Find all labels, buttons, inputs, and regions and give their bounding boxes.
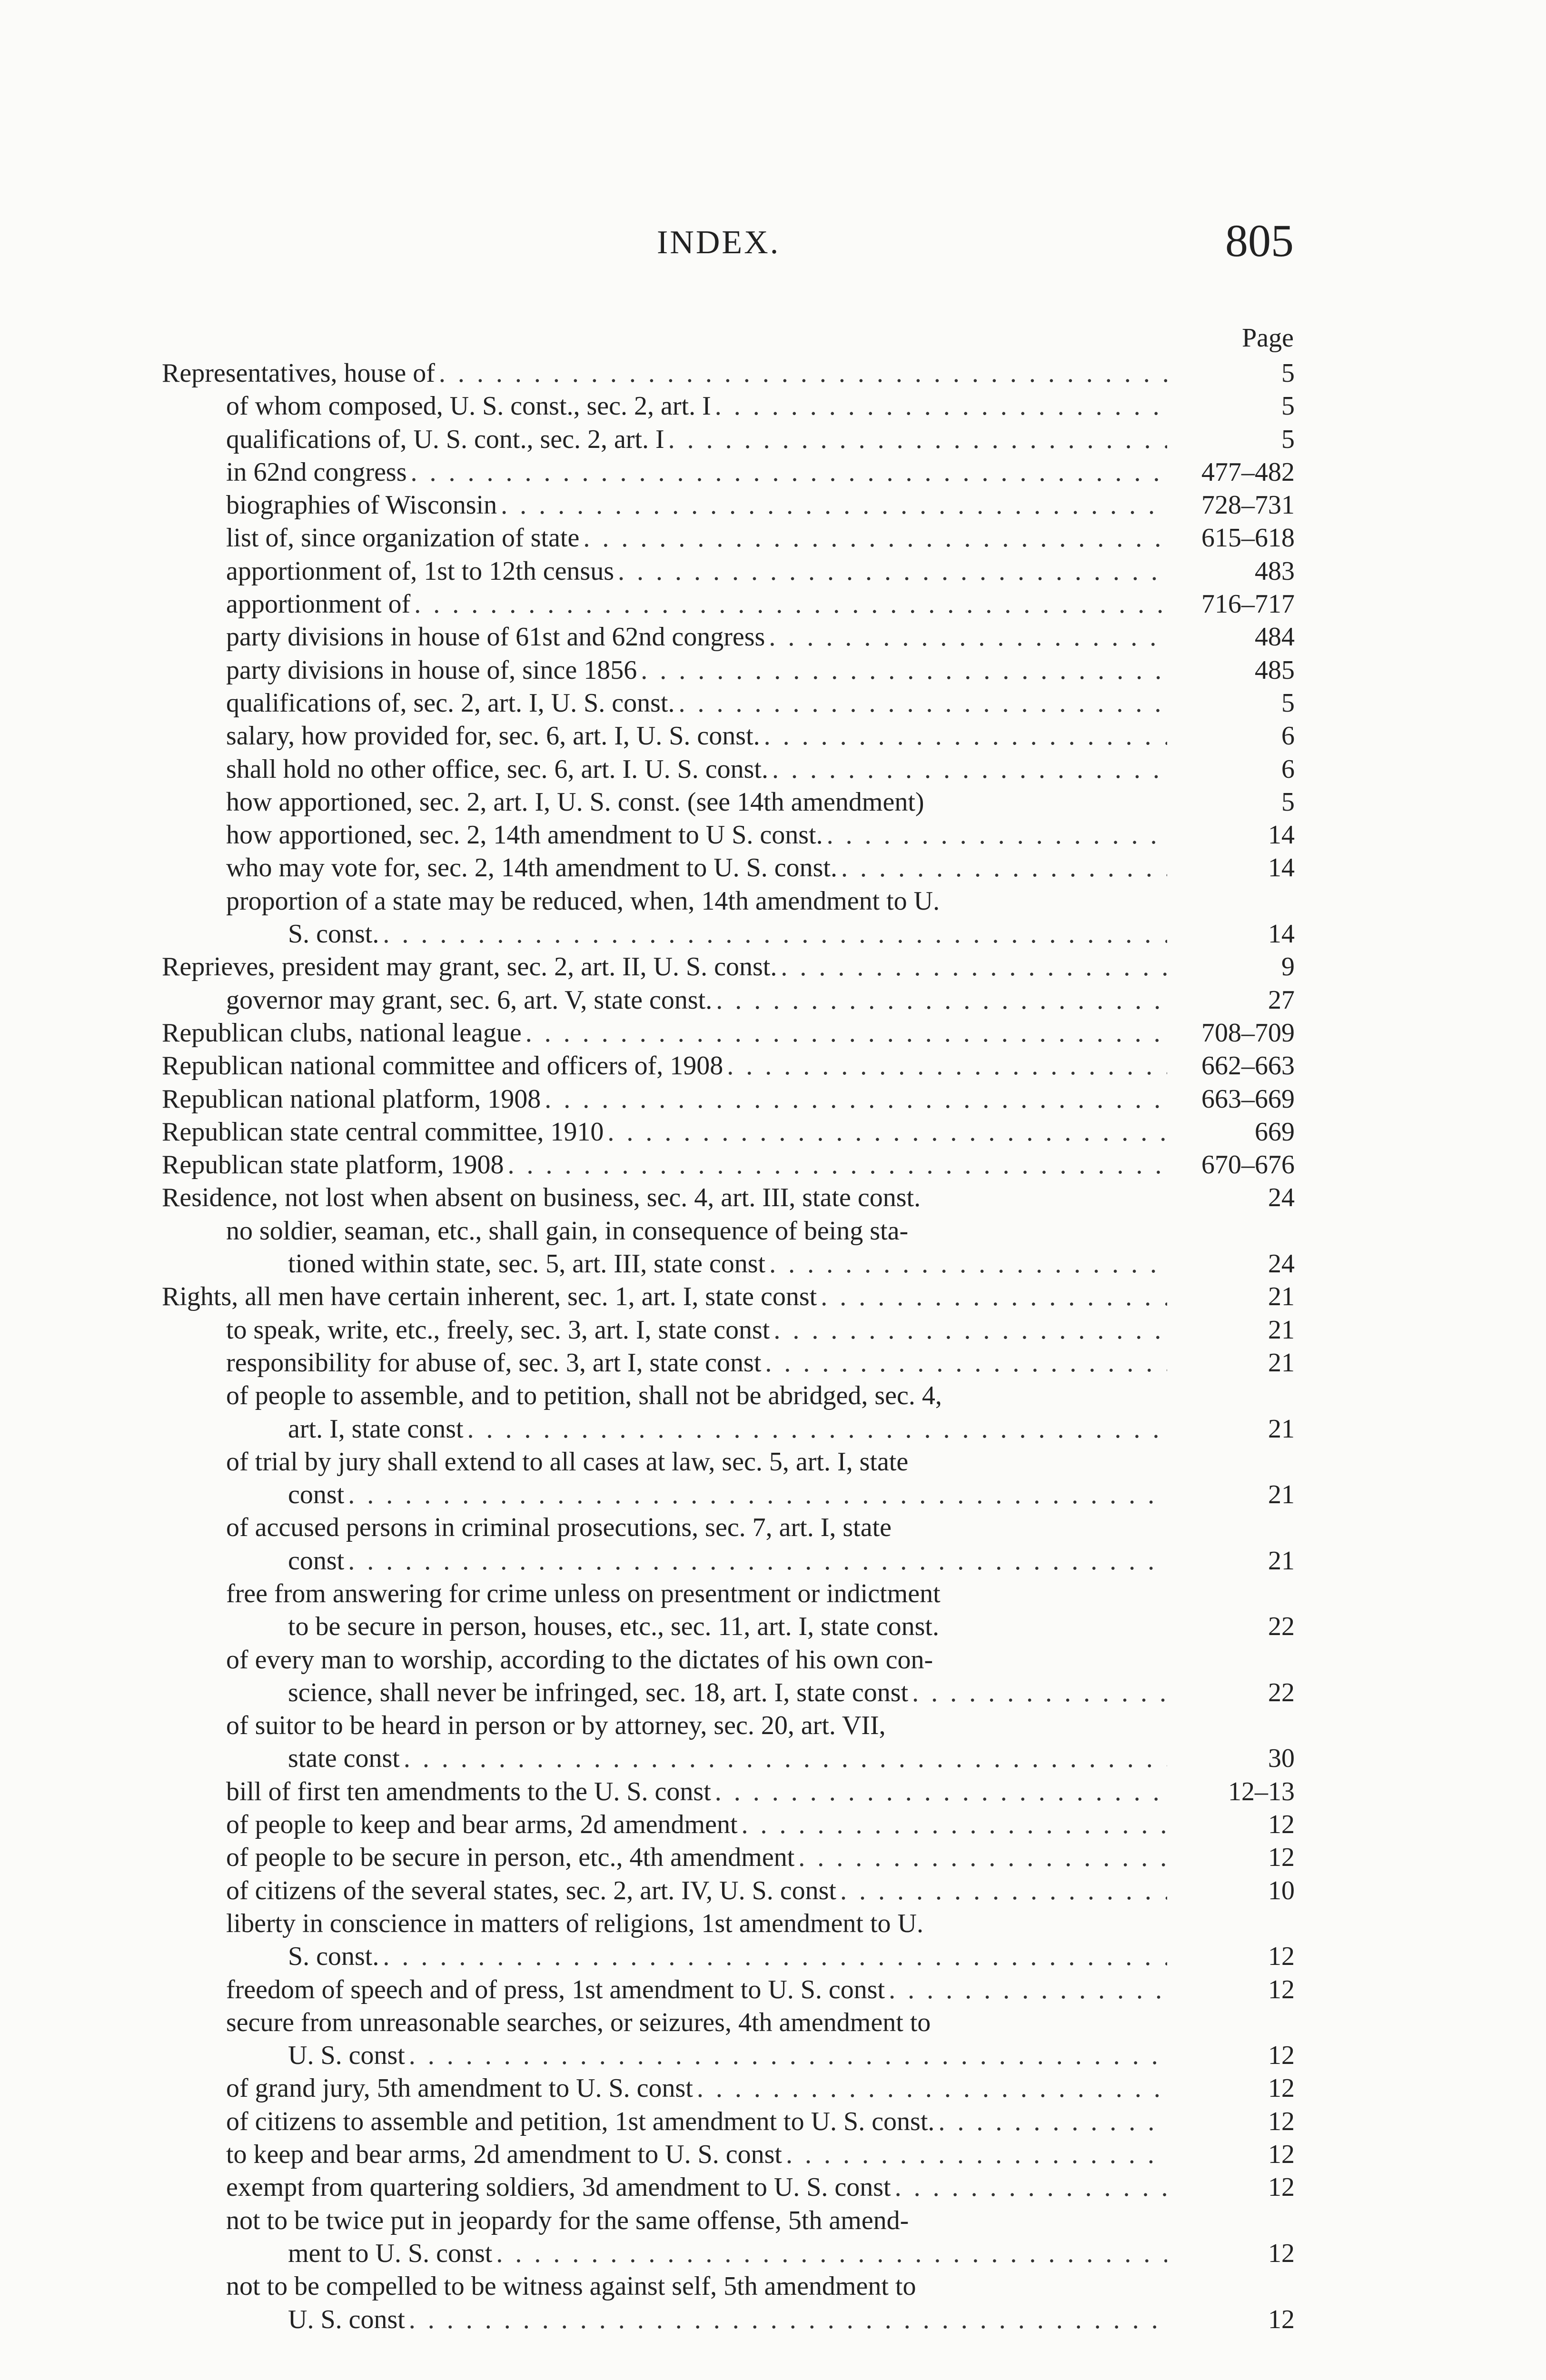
index-entry: [162, 1116, 1295, 1149]
dot-leader: [439, 357, 1167, 390]
index-list: [162, 357, 1295, 2336]
entry-text: apportionment of: [226, 589, 411, 619]
entry-page-ref: 30: [1268, 1744, 1295, 1774]
index-entry: [162, 2072, 1295, 2105]
entry-text: science, shall never be infringed, sec. 18, art. I, state const: [288, 1677, 909, 1707]
index-entry: [162, 2138, 1295, 2171]
entry-page-ref: 5: [1281, 688, 1295, 718]
dot-leader: [938, 2105, 1167, 2138]
entry-page-ref: 21: [1268, 1546, 1295, 1576]
entry-text: U. S. const: [288, 2304, 405, 2334]
entry-page-ref: 716–717: [1201, 589, 1295, 619]
index-entry: [162, 1347, 1295, 1379]
index-entry: [162, 1446, 1295, 1478]
index-entry: [162, 423, 1295, 456]
dot-leader: [841, 852, 1167, 884]
entry-text: U. S. const: [288, 2041, 405, 2071]
dot-leader: [895, 2171, 1167, 2204]
entry-text: S. const.: [288, 1942, 379, 1972]
entry-text: exempt from quartering soldiers, 3d amendment to U. S. const: [226, 2172, 891, 2202]
entry-page-ref: 12–13: [1228, 1776, 1295, 1806]
entry-page-ref: 477–482: [1201, 457, 1295, 487]
entry-page-ref: 21: [1268, 1414, 1295, 1444]
entry-text: to be secure in person, houses, etc., sec. 11, art. I, state const.: [288, 1612, 939, 1642]
entry-page-ref: 14: [1268, 853, 1295, 883]
entry-text: secure from unreasonable searches, or seizures, 4th amendment to: [226, 2007, 931, 2037]
entry-text: how apportioned, sec. 2, art. I, U. S. const. (see 14th amendment): [226, 787, 924, 817]
entry-text: list of, since organization of state: [226, 523, 580, 553]
index-entry: [162, 1610, 1295, 1643]
entry-text: shall hold no other office, sec. 6, art. I. U. S. const.: [226, 754, 768, 784]
entry-text: who may vote for, sec. 2, 14th amendment to U. S. const.: [226, 853, 837, 883]
entry-page-ref: 12: [1268, 2106, 1295, 2136]
entry-page-ref: 5: [1281, 358, 1295, 388]
entry-page-ref: 12: [1268, 1974, 1295, 2004]
index-entry: [162, 1181, 1295, 1214]
dot-leader: [583, 522, 1167, 555]
entry-text: state const: [288, 1744, 400, 1774]
index-entry: [162, 885, 1295, 918]
dot-leader: [545, 1083, 1167, 1116]
dot-leader: [716, 984, 1167, 1017]
entry-text: not to be twice put in jeopardy for the same offense, 5th amend-: [226, 2205, 909, 2235]
index-entry: [162, 654, 1295, 687]
index-entry: [162, 2303, 1295, 2336]
entry-page-ref: 485: [1255, 655, 1295, 685]
index-entry: [162, 918, 1295, 951]
entry-text: of whom composed, U. S. const., sec. 2, art. I: [226, 391, 711, 421]
entry-text: bill of first ten amendments to the U. S. const: [226, 1776, 711, 1806]
entry-text: in 62nd congress: [226, 457, 407, 487]
dot-leader: [786, 2138, 1167, 2171]
entry-text: Republican state platform, 1908: [162, 1150, 504, 1180]
index-entry: [162, 1940, 1295, 1973]
entry-text: responsibility for abuse of, sec. 3, art I, state const: [226, 1348, 762, 1378]
entry-text: how apportioned, sec. 2, 14th amendment to U S. const.: [226, 820, 823, 850]
dot-leader: [727, 1050, 1167, 1082]
entry-text: free from answering for crime unless on presentment or indictment: [226, 1578, 941, 1608]
index-entry: [162, 489, 1295, 522]
entry-text: party divisions in house of, since 1856: [226, 655, 637, 685]
index-entry: [162, 2039, 1295, 2072]
entry-page-ref: 5: [1281, 787, 1295, 817]
entry-text: governor may grant, sec. 6, art. V, state const.: [226, 985, 713, 1015]
entry-page-ref: 484: [1255, 622, 1295, 652]
entry-text: not to be compelled to be witness against self, 5th amendment to: [226, 2271, 916, 2301]
dot-leader: [348, 1545, 1167, 1577]
index-entry: [162, 1413, 1295, 1446]
entry-page-ref: 5: [1281, 391, 1295, 421]
index-entry: [162, 1149, 1295, 1181]
entry-page-ref: 12: [1268, 2073, 1295, 2103]
index-entry: [162, 1314, 1295, 1347]
entry-text: Republican clubs, national league: [162, 1018, 522, 1048]
index-entry: [162, 2204, 1295, 2237]
entry-page-ref: 24: [1268, 1249, 1295, 1279]
entry-text: of grand jury, 5th amendment to U. S. const: [226, 2073, 693, 2103]
entry-page-ref: 12: [1268, 1810, 1295, 1840]
entry-text: Reprieves, president may grant, sec. 2, art. II, U. S. const.: [162, 952, 777, 982]
dot-leader: [769, 621, 1167, 654]
index-entry: [162, 2237, 1295, 2270]
entry-text: proportion of a state may be reduced, when, 14th amendment to U.: [226, 886, 940, 916]
entry-page-ref: 27: [1268, 985, 1295, 1015]
entry-page-ref: 615–618: [1201, 523, 1295, 553]
entry-text: of accused persons in criminal prosecutions, sec. 7, art. I, state: [226, 1513, 892, 1543]
dot-leader: [769, 1248, 1167, 1280]
index-entry: [162, 819, 1295, 852]
entry-text: of people to assemble, and to petition, shall not be abridged, sec. 4,: [226, 1381, 942, 1411]
entry-text: tioned within state, sec. 5, art. III, state const: [288, 1249, 766, 1279]
entry-page-ref: 12: [1268, 2041, 1295, 2071]
dot-leader: [618, 555, 1167, 588]
entry-page-ref: 21: [1268, 1480, 1295, 1510]
entry-text: Representatives, house of: [162, 358, 435, 388]
entry-text: Residence, not lost when absent on business, sec. 4, art. III, state const.: [162, 1183, 921, 1213]
entry-page-ref: 12: [1268, 2172, 1295, 2202]
running-title: INDEX.: [657, 224, 781, 261]
dot-leader: [668, 423, 1167, 456]
index-entry: [162, 1083, 1295, 1116]
dot-leader: [678, 687, 1167, 720]
entry-text: of suitor to be heard in person or by attorney, sec. 20, art. VII,: [226, 1711, 886, 1741]
dot-leader: [715, 390, 1167, 423]
index-entry: [162, 2270, 1295, 2303]
index-entry: [162, 1379, 1295, 1412]
index-entry: [162, 2105, 1295, 2138]
entry-page-ref: 21: [1268, 1282, 1295, 1312]
entry-page-ref: 24: [1268, 1183, 1295, 1213]
dot-leader: [889, 1973, 1167, 2006]
index-entry: [162, 1511, 1295, 1544]
entry-text: art. I, state const: [288, 1414, 464, 1444]
entry-page-ref: 483: [1255, 556, 1295, 586]
entry-text: liberty in conscience in matters of religions, 1st amendment to U.: [226, 1908, 923, 1938]
dot-leader: [697, 2072, 1167, 2105]
entry-text: of people to keep and bear arms, 2d amendment: [226, 1810, 738, 1840]
entry-text: salary, how provided for, sec. 6, art. I, U. S. const.: [226, 721, 760, 751]
entry-text: to speak, write, etc., freely, sec. 3, art. I, state const: [226, 1315, 770, 1345]
dot-leader: [467, 1413, 1167, 1446]
index-entry: [162, 1907, 1295, 1940]
index-entry: [162, 951, 1295, 983]
entry-text: no soldier, seaman, etc., shall gain, in consequence of being sta-: [226, 1216, 909, 1246]
index-entry: [162, 1017, 1295, 1050]
index-entry: [162, 357, 1295, 390]
entry-page-ref: 12: [1268, 2140, 1295, 2170]
index-entry: [162, 1841, 1295, 1874]
index-entry: [162, 1973, 1295, 2006]
dot-leader: [411, 456, 1167, 489]
index-entry: [162, 984, 1295, 1017]
dot-leader: [507, 1149, 1167, 1181]
dot-leader: [501, 489, 1167, 522]
entry-text: party divisions in house of 61st and 62nd congress: [226, 622, 765, 652]
dot-leader: [840, 1874, 1167, 1907]
entry-page-ref: 12: [1268, 1942, 1295, 1972]
entry-page-ref: 662–663: [1201, 1051, 1295, 1081]
index-entry: [162, 786, 1295, 819]
entry-text: biographies of Wisconsin: [226, 490, 497, 520]
page-header: [0, 215, 1546, 281]
index-entry: [162, 555, 1295, 588]
index-entry: [162, 621, 1295, 654]
entry-page-ref: 14: [1268, 820, 1295, 850]
index-entry: [162, 1775, 1295, 1808]
entry-text: const: [288, 1546, 345, 1576]
index-entry: [162, 852, 1295, 884]
index-entry: [162, 2171, 1295, 2204]
index-entry: [162, 753, 1295, 786]
entry-page-ref: 669: [1255, 1117, 1295, 1147]
entry-text: apportionment of, 1st to 12th census: [226, 556, 614, 586]
dot-leader: [525, 1017, 1167, 1050]
dot-leader: [742, 1808, 1168, 1841]
dot-leader: [496, 2237, 1167, 2270]
entry-text: Republican national platform, 1908: [162, 1084, 541, 1114]
index-entry: [162, 1742, 1295, 1775]
entry-text: Republican state central committee, 1910: [162, 1117, 604, 1147]
entry-page-ref: 21: [1268, 1315, 1295, 1345]
entry-page-ref: 12: [1268, 2238, 1295, 2268]
dot-leader: [798, 1841, 1167, 1874]
entry-text: of citizens of the several states, sec. 2, art. IV, U. S. const: [226, 1875, 836, 1905]
page-number: 805: [1225, 215, 1294, 266]
dot-leader: [409, 2303, 1167, 2336]
entry-page-ref: 21: [1268, 1348, 1295, 1378]
index-entry: [162, 1280, 1295, 1313]
index-entry: [162, 687, 1295, 720]
entry-page-ref: 6: [1281, 721, 1295, 751]
entry-text: qualifications of, sec. 2, art. I, U. S. const.: [226, 688, 675, 718]
dot-leader: [715, 1775, 1167, 1808]
dot-leader: [773, 1314, 1167, 1347]
dot-leader: [772, 753, 1167, 786]
entry-page-ref: 728–731: [1201, 490, 1295, 520]
dot-leader: [404, 1742, 1167, 1775]
index-entry: [162, 1644, 1295, 1676]
page-column-label: Page: [1242, 323, 1294, 353]
dot-leader: [641, 654, 1167, 687]
dot-leader: [764, 720, 1167, 753]
entry-page-ref: 663–669: [1201, 1084, 1295, 1114]
dot-leader: [765, 1347, 1167, 1379]
entry-page-ref: 5: [1281, 424, 1295, 454]
dot-leader: [912, 1676, 1167, 1709]
dot-leader: [781, 951, 1167, 983]
index-entry: [162, 1545, 1295, 1577]
index-entry: [162, 2006, 1295, 2039]
entry-text: const: [288, 1480, 345, 1510]
entry-page-ref: 708–709: [1201, 1018, 1295, 1048]
dot-leader: [383, 1940, 1167, 1973]
entry-text: of every man to worship, according to the dictates of his own con-: [226, 1645, 933, 1675]
entry-text: freedom of speech and of press, 1st amendment to U. S. const: [226, 1974, 885, 2004]
index-entry: [162, 1478, 1295, 1511]
dot-leader: [827, 819, 1167, 852]
entry-text: of trial by jury shall extend to all cases at law, sec. 5, art. I, state: [226, 1447, 909, 1477]
index-entry: [162, 1709, 1295, 1742]
entry-text: qualifications of, U. S. cont., sec. 2, art. I: [226, 424, 664, 454]
dot-leader: [607, 1116, 1167, 1149]
entry-text: Rights, all men have certain inherent, sec. 1, art. I, state const: [162, 1282, 817, 1312]
entry-text: to keep and bear arms, 2d amendment to U. S. const: [226, 2140, 782, 2170]
index-entry: [162, 1248, 1295, 1280]
entry-page-ref: 12: [1268, 2304, 1295, 2334]
index-entry: [162, 720, 1295, 753]
index-entry: [162, 1050, 1295, 1082]
index-entry: [162, 1808, 1295, 1841]
entry-page-ref: 22: [1268, 1612, 1295, 1642]
entry-text: S. const.: [288, 919, 379, 949]
entry-page-ref: 22: [1268, 1677, 1295, 1707]
index-entry: [162, 390, 1295, 423]
entry-text: of citizens to assemble and petition, 1st amendment to U. S. const.: [226, 2106, 935, 2136]
dot-leader: [383, 918, 1167, 951]
entry-page-ref: 12: [1268, 1843, 1295, 1873]
dot-leader: [414, 588, 1167, 621]
dot-leader: [348, 1478, 1167, 1511]
index-entry: [162, 1577, 1295, 1610]
index-entry: [162, 456, 1295, 489]
dot-leader: [821, 1280, 1167, 1313]
index-entry: [162, 522, 1295, 555]
index-entry: [162, 588, 1295, 621]
entry-page-ref: 9: [1281, 952, 1295, 982]
index-entry: [162, 1874, 1295, 1907]
entry-text: Republican national committee and officers of, 1908: [162, 1051, 723, 1081]
entry-text: of people to be secure in person, etc., 4th amendment: [226, 1843, 795, 1873]
dot-leader: [409, 2039, 1167, 2072]
entry-text: ment to U. S. const: [288, 2238, 493, 2268]
index-entry: [162, 1215, 1295, 1248]
entry-page-ref: 10: [1268, 1875, 1295, 1905]
entry-page-ref: 14: [1268, 919, 1295, 949]
entry-page-ref: 670–676: [1201, 1150, 1295, 1180]
index-entry: [162, 1676, 1295, 1709]
entry-page-ref: 6: [1281, 754, 1295, 784]
